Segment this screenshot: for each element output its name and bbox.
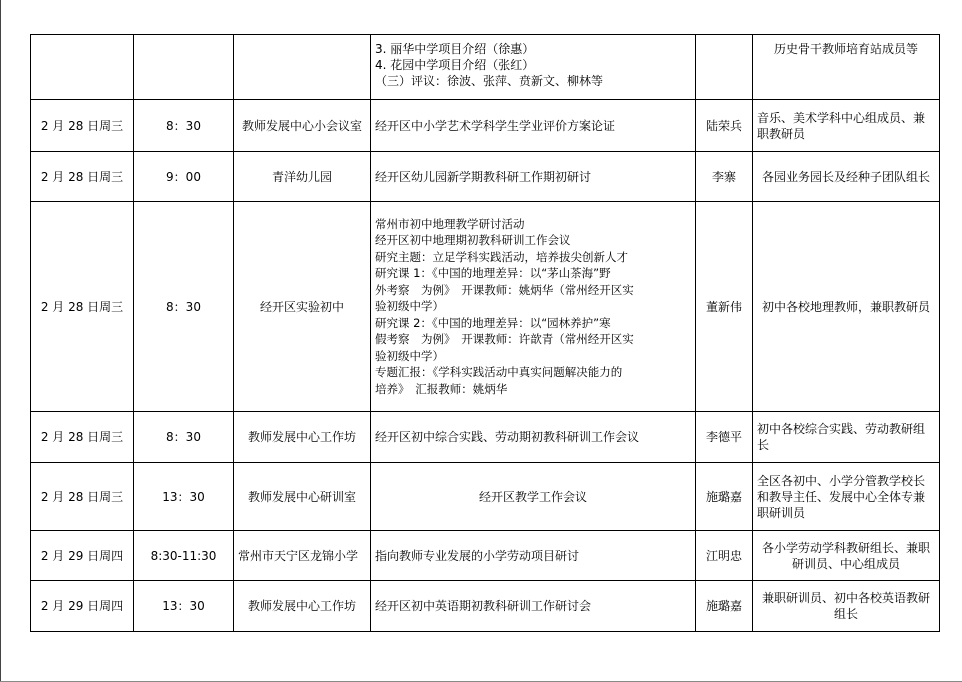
person-cell xyxy=(696,35,753,100)
time-cell: 9：00 xyxy=(134,152,234,202)
attendees-cell: 兼职研训员、初中各校英语教研组长 xyxy=(753,581,940,632)
content-line: 经开区教学工作会议 xyxy=(478,489,587,504)
time-cell: 13：30 xyxy=(134,581,234,632)
person-cell: 陆荣兵 xyxy=(696,100,753,152)
date-cell xyxy=(31,35,134,100)
content-line: 假考察 为例》 开课教师：许歆青（常州经开区实 xyxy=(375,332,634,347)
table-row xyxy=(31,152,940,202)
place-cell: 教师发展中心研训室 xyxy=(234,463,371,531)
time-cell: 8：30 xyxy=(134,202,234,412)
date-cell: 2 月 28 日周三 xyxy=(31,202,134,412)
person-cell: 施璐嘉 xyxy=(696,463,753,531)
attendees-cell: 音乐、美术学科中心组成员、兼职教研员 xyxy=(753,100,940,152)
schedule-table xyxy=(30,34,940,632)
time-cell: 13：30 xyxy=(134,463,234,531)
time-cell: 8：30 xyxy=(134,412,234,463)
content-cell xyxy=(371,581,696,632)
content-cell xyxy=(371,35,696,100)
content-line: 培养》 汇报教师：姚炳华 xyxy=(375,381,508,396)
content-line: 研究主题：立足学科实践活动，培养拔尖创新人才 xyxy=(375,249,628,264)
content-line: （三）评议：徐波、张萍、贲新文、柳林等 xyxy=(375,74,604,88)
page-left-border xyxy=(0,0,1,682)
place-cell xyxy=(234,35,371,100)
content-line: 专题汇报：《学科实践活动中真实问题解决能力的 xyxy=(375,365,623,380)
content-line: 研究课 2：《中国的地理差异：以“园林养护”寒 xyxy=(375,315,611,330)
place-cell: 经开区实验初中 xyxy=(234,202,371,412)
place-cell: 教师发展中心工作坊 xyxy=(234,412,371,463)
attendees-cell: 全区各初中、小学分管教学校长和教导主任、发展中心全体专兼职研训员 xyxy=(753,463,940,531)
date-cell: 2 月 28 日周三 xyxy=(31,100,134,152)
date-cell: 2 月 28 日周三 xyxy=(31,152,134,202)
content-line: 经开区初中地理期初教科研训工作会议 xyxy=(375,233,571,248)
content-line: 研究课 1：《中国的地理差异：以“茅山茶海”野 xyxy=(375,266,611,281)
content-line: 经开区初中综合实践、劳动期初教科研训工作会议 xyxy=(375,430,640,444)
attendees-cell: 各园业务园长及经种子团队组长 xyxy=(753,152,940,202)
content-line: 经开区中小学艺术学科学生学业评价方案论证 xyxy=(375,118,616,133)
table-row xyxy=(31,463,940,531)
content-line: 指向教师专业发展的小学劳动项目研讨 xyxy=(375,548,580,563)
table-row xyxy=(31,581,940,632)
place-cell: 教师发展中心工作坊 xyxy=(234,581,371,632)
content-line: 验初级中学） xyxy=(375,348,444,363)
time-cell xyxy=(134,35,234,100)
place-cell: 教师发展中心小会议室 xyxy=(234,100,371,152)
table-row xyxy=(31,35,940,100)
content-line: 验初级中学） xyxy=(375,299,444,314)
person-cell: 李德平 xyxy=(696,412,753,463)
person-cell: 施璐嘉 xyxy=(696,581,753,632)
attendees-cell: 初中各校地理教师，兼职教研员 xyxy=(753,202,940,412)
table-row xyxy=(31,202,940,412)
person-cell: 李寨 xyxy=(696,152,753,202)
time-cell: 8：30 xyxy=(134,100,234,152)
place-cell: 青洋幼儿园 xyxy=(234,152,371,202)
content-cell xyxy=(371,463,696,531)
person-cell: 董新伟 xyxy=(696,202,753,412)
content-line: 3. 丽华中学项目介绍（徐惠） xyxy=(375,42,535,56)
time-cell: 8:30-11:30 xyxy=(134,531,234,581)
content-line: 常州市初中地理教学研讨活动 xyxy=(375,216,525,231)
content-cell xyxy=(371,531,696,581)
date-cell: 2 月 28 日周三 xyxy=(31,463,134,531)
content-line: 4. 花园中学项目介绍（张红） xyxy=(375,58,535,72)
place-cell: 常州市天宁区龙锦小学 xyxy=(234,531,371,581)
content-line: 经开区初中英语期初教科研训工作研讨会 xyxy=(375,599,592,613)
table-row xyxy=(31,531,940,581)
content-cell xyxy=(371,202,696,412)
content-cell xyxy=(371,152,696,202)
date-cell: 2 月 29 日周四 xyxy=(31,581,134,632)
attendees-cell: 历史骨干教师培育站成员等 xyxy=(753,35,940,100)
content-line: 经开区幼儿园新学期教科研工作期初研讨 xyxy=(375,169,592,184)
content-line: 外考察 为例》 开课教师：姚炳华（常州经开区实 xyxy=(375,282,634,297)
date-cell: 2 月 28 日周三 xyxy=(31,412,134,463)
person-cell: 江明忠 xyxy=(696,531,753,581)
table-row xyxy=(31,412,940,463)
attendees-cell: 初中各校综合实践、劳动教研组长 xyxy=(753,412,940,463)
table-row xyxy=(31,100,940,152)
attendees-cell: 各小学劳动学科教研组长、兼职研训员、中心组成员 xyxy=(753,531,940,581)
content-cell xyxy=(371,100,696,152)
date-cell: 2 月 29 日周四 xyxy=(31,531,134,581)
content-cell xyxy=(371,412,696,463)
